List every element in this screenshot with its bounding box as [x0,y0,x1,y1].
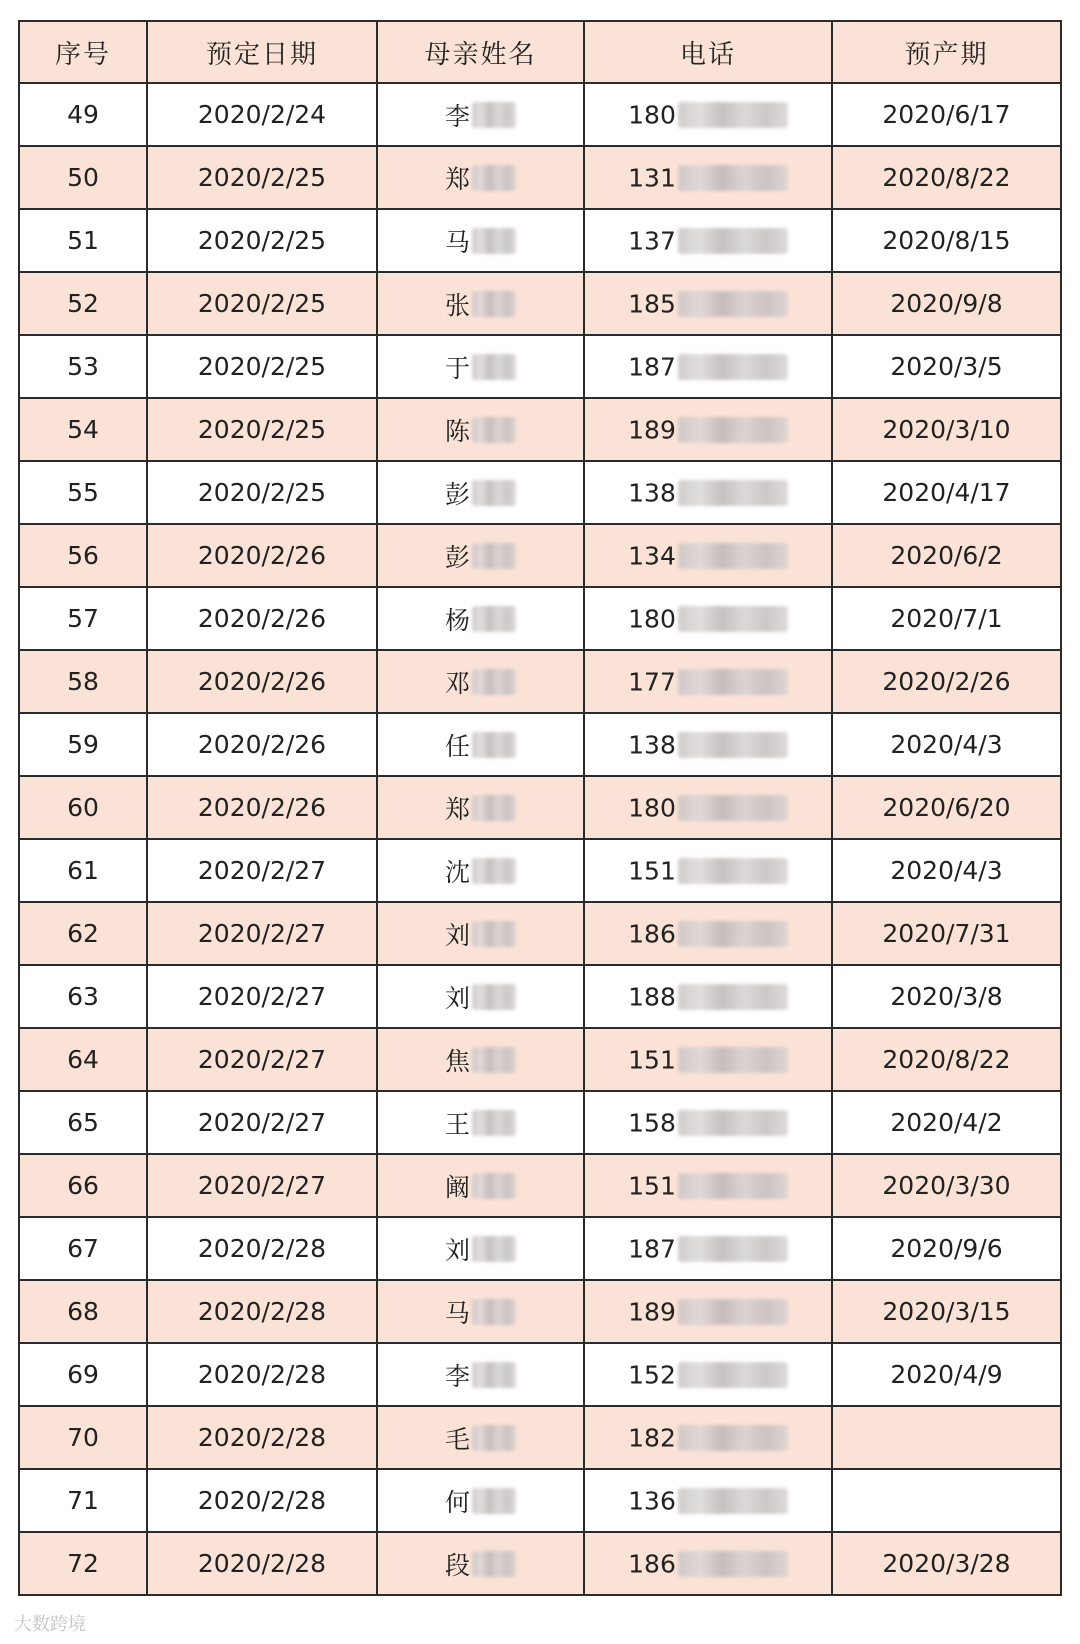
cell-due-date [832,1406,1061,1469]
cell-index: 54 [19,398,147,461]
cell-mother-name [377,335,584,398]
phone-prefix: 151 [628,1045,676,1075]
cell-mother-name [377,1469,584,1532]
mother-surname: 阚 [444,1172,470,1202]
cell-phone [584,839,832,902]
phone-prefix: 158 [628,1108,676,1138]
header-phone: 电话 [584,21,832,83]
redacted-name-blur [472,1299,516,1325]
table-row [19,146,1061,209]
table-row [19,1217,1061,1280]
table-row [19,776,1061,839]
cell-due-date: 2020/4/3 [832,839,1061,902]
cell-index: 68 [19,1280,147,1343]
cell-phone [584,1406,832,1469]
cell-mother-name [377,902,584,965]
mother-surname: 王 [444,1109,470,1139]
phone-prefix: 138 [628,478,676,508]
cell-due-date: 2020/3/30 [832,1154,1061,1217]
cell-booking-date: 2020/2/28 [147,1469,377,1532]
mother-surname: 马 [444,227,470,257]
cell-booking-date: 2020/2/26 [147,713,377,776]
cell-booking-date: 2020/2/24 [147,83,377,146]
phone-prefix: 151 [628,1171,676,1201]
header-booking-date: 预定日期 [147,21,377,83]
cell-index: 53 [19,335,147,398]
cell-mother-name [377,461,584,524]
mother-surname: 张 [444,290,470,320]
mother-surname: 刘 [444,983,470,1013]
cell-due-date: 2020/4/2 [832,1091,1061,1154]
cell-due-date: 2020/4/3 [832,713,1061,776]
cell-index: 55 [19,461,147,524]
cell-index: 58 [19,650,147,713]
cell-index: 52 [19,272,147,335]
phone-prefix: 186 [628,1549,676,1579]
cell-mother-name [377,146,584,209]
table-row [19,650,1061,713]
table-row [19,839,1061,902]
cell-due-date: 2020/8/15 [832,209,1061,272]
cell-index: 71 [19,1469,147,1532]
cell-booking-date: 2020/2/25 [147,272,377,335]
cell-phone [584,335,832,398]
phone-prefix: 180 [628,604,676,634]
table-row [19,335,1061,398]
redacted-phone-blur [678,1362,788,1388]
cell-phone [584,146,832,209]
cell-index: 66 [19,1154,147,1217]
booking-table [18,20,1062,1596]
redacted-phone-blur [678,1551,788,1577]
redacted-name-blur [472,1551,516,1577]
redacted-name-blur [472,543,516,569]
redacted-phone-blur [678,480,788,506]
cell-mother-name [377,1532,584,1595]
cell-booking-date: 2020/2/28 [147,1532,377,1595]
cell-index: 65 [19,1091,147,1154]
cell-due-date: 2020/2/26 [832,650,1061,713]
mother-surname: 彭 [444,542,470,572]
phone-prefix: 185 [628,289,676,319]
mother-surname: 陈 [444,416,470,446]
phone-prefix: 151 [628,856,676,886]
cell-index: 72 [19,1532,147,1595]
phone-prefix: 182 [628,1423,676,1453]
cell-index: 63 [19,965,147,1028]
table-row [19,1406,1061,1469]
cell-mother-name [377,713,584,776]
table-row [19,1028,1061,1091]
cell-booking-date: 2020/2/27 [147,965,377,1028]
table-row [19,1154,1061,1217]
table-row [19,209,1061,272]
cell-mother-name [377,1343,584,1406]
mother-surname: 刘 [444,1235,470,1265]
phone-prefix: 136 [628,1486,676,1516]
cell-mother-name [377,776,584,839]
redacted-phone-blur [678,1110,788,1136]
redacted-phone-blur [678,354,788,380]
redacted-phone-blur [678,1299,788,1325]
phone-prefix: 152 [628,1360,676,1390]
table-header-row [19,21,1061,83]
redacted-phone-blur [678,984,788,1010]
cell-due-date: 2020/3/15 [832,1280,1061,1343]
cell-booking-date: 2020/2/27 [147,839,377,902]
cell-due-date: 2020/3/10 [832,398,1061,461]
mother-surname: 段 [444,1550,470,1580]
cell-booking-date: 2020/2/28 [147,1217,377,1280]
redacted-name-blur [472,1488,516,1514]
cell-booking-date: 2020/2/26 [147,776,377,839]
cell-due-date: 2020/7/31 [832,902,1061,965]
cell-phone [584,650,832,713]
phone-prefix: 134 [628,541,676,571]
phone-prefix: 186 [628,919,676,949]
mother-surname: 彭 [444,479,470,509]
redacted-name-blur [472,228,516,254]
cell-due-date: 2020/6/17 [832,83,1061,146]
mother-surname: 郑 [444,164,470,194]
cell-booking-date: 2020/2/27 [147,1154,377,1217]
cell-mother-name [377,209,584,272]
cell-due-date: 2020/4/17 [832,461,1061,524]
cell-booking-date: 2020/2/28 [147,1406,377,1469]
cell-phone [584,524,832,587]
redacted-name-blur [472,1173,516,1199]
phone-prefix: 137 [628,226,676,256]
redacted-name-blur [472,102,516,128]
table-row [19,1532,1061,1595]
header-mother-name: 母亲姓名 [377,21,584,83]
cell-mother-name [377,1028,584,1091]
mother-surname: 郑 [444,794,470,824]
mother-surname: 李 [444,1361,470,1391]
cell-phone [584,83,832,146]
phone-prefix: 131 [628,163,676,193]
redacted-phone-blur [678,543,788,569]
table-row [19,461,1061,524]
mother-surname: 任 [444,731,470,761]
cell-due-date: 2020/9/8 [832,272,1061,335]
cell-booking-date: 2020/2/25 [147,335,377,398]
cell-index: 62 [19,902,147,965]
cell-mother-name [377,1406,584,1469]
redacted-name-blur [472,795,516,821]
header-index: 序号 [19,21,147,83]
cell-mother-name [377,524,584,587]
table-row [19,713,1061,776]
cell-due-date: 2020/3/8 [832,965,1061,1028]
cell-index: 69 [19,1343,147,1406]
redacted-phone-blur [678,228,788,254]
table-row [19,398,1061,461]
table-row [19,1469,1061,1532]
mother-surname: 马 [444,1298,470,1328]
cell-index: 59 [19,713,147,776]
redacted-name-blur [472,417,516,443]
cell-mother-name [377,272,584,335]
mother-surname: 沈 [444,857,470,887]
table-row [19,524,1061,587]
mother-surname: 刘 [444,920,470,950]
redacted-name-blur [472,1236,516,1262]
cell-phone [584,1343,832,1406]
cell-phone [584,1028,832,1091]
cell-phone [584,1154,832,1217]
redacted-phone-blur [678,417,788,443]
cell-index: 49 [19,83,147,146]
table-row [19,1280,1061,1343]
mother-surname: 邓 [444,668,470,698]
cell-booking-date: 2020/2/27 [147,902,377,965]
watermark: 大数跨境 [14,1614,86,1635]
phone-prefix: 187 [628,352,676,382]
table-row [19,1343,1061,1406]
redacted-phone-blur [678,1236,788,1262]
mother-surname: 何 [444,1487,470,1517]
cell-phone [584,1280,832,1343]
mother-surname: 焦 [444,1046,470,1076]
phone-prefix: 187 [628,1234,676,1264]
redacted-phone-blur [678,1425,788,1451]
cell-booking-date: 2020/2/25 [147,146,377,209]
table-body [19,83,1061,1595]
cell-index: 67 [19,1217,147,1280]
cell-index: 51 [19,209,147,272]
table-row [19,1091,1061,1154]
redacted-name-blur [472,480,516,506]
redacted-name-blur [472,354,516,380]
cell-index: 64 [19,1028,147,1091]
cell-mother-name [377,1091,584,1154]
cell-phone [584,902,832,965]
mother-surname: 于 [444,353,470,383]
redacted-phone-blur [678,1488,788,1514]
booking-table-container [18,20,1060,1596]
redacted-phone-blur [678,606,788,632]
cell-due-date: 2020/8/22 [832,1028,1061,1091]
cell-due-date: 2020/7/1 [832,587,1061,650]
phone-prefix: 180 [628,100,676,130]
cell-mother-name [377,83,584,146]
redacted-name-blur [472,1047,516,1073]
cell-phone [584,461,832,524]
redacted-name-blur [472,1425,516,1451]
cell-phone [584,1217,832,1280]
cell-due-date: 2020/6/20 [832,776,1061,839]
cell-booking-date: 2020/2/27 [147,1091,377,1154]
cell-mother-name [377,650,584,713]
cell-mother-name [377,1280,584,1343]
cell-phone [584,713,832,776]
cell-phone [584,272,832,335]
cell-mother-name [377,839,584,902]
cell-due-date: 2020/4/9 [832,1343,1061,1406]
cell-booking-date: 2020/2/26 [147,650,377,713]
cell-mother-name [377,1154,584,1217]
redacted-phone-blur [678,165,788,191]
redacted-phone-blur [678,1047,788,1073]
cell-index: 50 [19,146,147,209]
redacted-name-blur [472,606,516,632]
phone-prefix: 189 [628,415,676,445]
phone-prefix: 189 [628,1297,676,1327]
cell-booking-date: 2020/2/25 [147,398,377,461]
cell-due-date [832,1469,1061,1532]
redacted-phone-blur [678,1173,788,1199]
cell-phone [584,965,832,1028]
redacted-phone-blur [678,732,788,758]
cell-booking-date: 2020/2/25 [147,209,377,272]
cell-mother-name [377,965,584,1028]
cell-index: 61 [19,839,147,902]
redacted-name-blur [472,1362,516,1388]
cell-phone [584,587,832,650]
table-row [19,83,1061,146]
redacted-phone-blur [678,102,788,128]
cell-booking-date: 2020/2/27 [147,1028,377,1091]
redacted-name-blur [472,858,516,884]
cell-mother-name [377,398,584,461]
cell-booking-date: 2020/2/26 [147,524,377,587]
cell-index: 57 [19,587,147,650]
mother-surname: 李 [444,101,470,131]
cell-booking-date: 2020/2/26 [147,587,377,650]
redacted-name-blur [472,1110,516,1136]
cell-booking-date: 2020/2/25 [147,461,377,524]
cell-phone [584,1469,832,1532]
table-row [19,965,1061,1028]
table-row [19,272,1061,335]
phone-prefix: 138 [628,730,676,760]
redacted-phone-blur [678,669,788,695]
redacted-name-blur [472,984,516,1010]
redacted-phone-blur [678,795,788,821]
cell-booking-date: 2020/2/28 [147,1280,377,1343]
cell-index: 60 [19,776,147,839]
cell-phone [584,398,832,461]
cell-due-date: 2020/3/5 [832,335,1061,398]
redacted-phone-blur [678,921,788,947]
redacted-name-blur [472,921,516,947]
cell-booking-date: 2020/2/28 [147,1343,377,1406]
cell-phone [584,209,832,272]
cell-due-date: 2020/9/6 [832,1217,1061,1280]
table-row [19,902,1061,965]
phone-prefix: 188 [628,982,676,1012]
redacted-phone-blur [678,291,788,317]
phone-prefix: 177 [628,667,676,697]
redacted-name-blur [472,732,516,758]
cell-index: 70 [19,1406,147,1469]
cell-due-date: 2020/6/2 [832,524,1061,587]
redacted-name-blur [472,165,516,191]
mother-surname: 毛 [444,1424,470,1454]
cell-phone [584,1532,832,1595]
cell-phone [584,776,832,839]
cell-due-date: 2020/8/22 [832,146,1061,209]
cell-mother-name [377,1217,584,1280]
redacted-phone-blur [678,858,788,884]
redacted-name-blur [472,669,516,695]
cell-phone [584,1091,832,1154]
cell-mother-name [377,587,584,650]
header-due-date: 预产期 [832,21,1061,83]
phone-prefix: 180 [628,793,676,823]
mother-surname: 杨 [444,605,470,635]
cell-index: 56 [19,524,147,587]
redacted-name-blur [472,291,516,317]
table-row [19,587,1061,650]
cell-due-date: 2020/3/28 [832,1532,1061,1595]
